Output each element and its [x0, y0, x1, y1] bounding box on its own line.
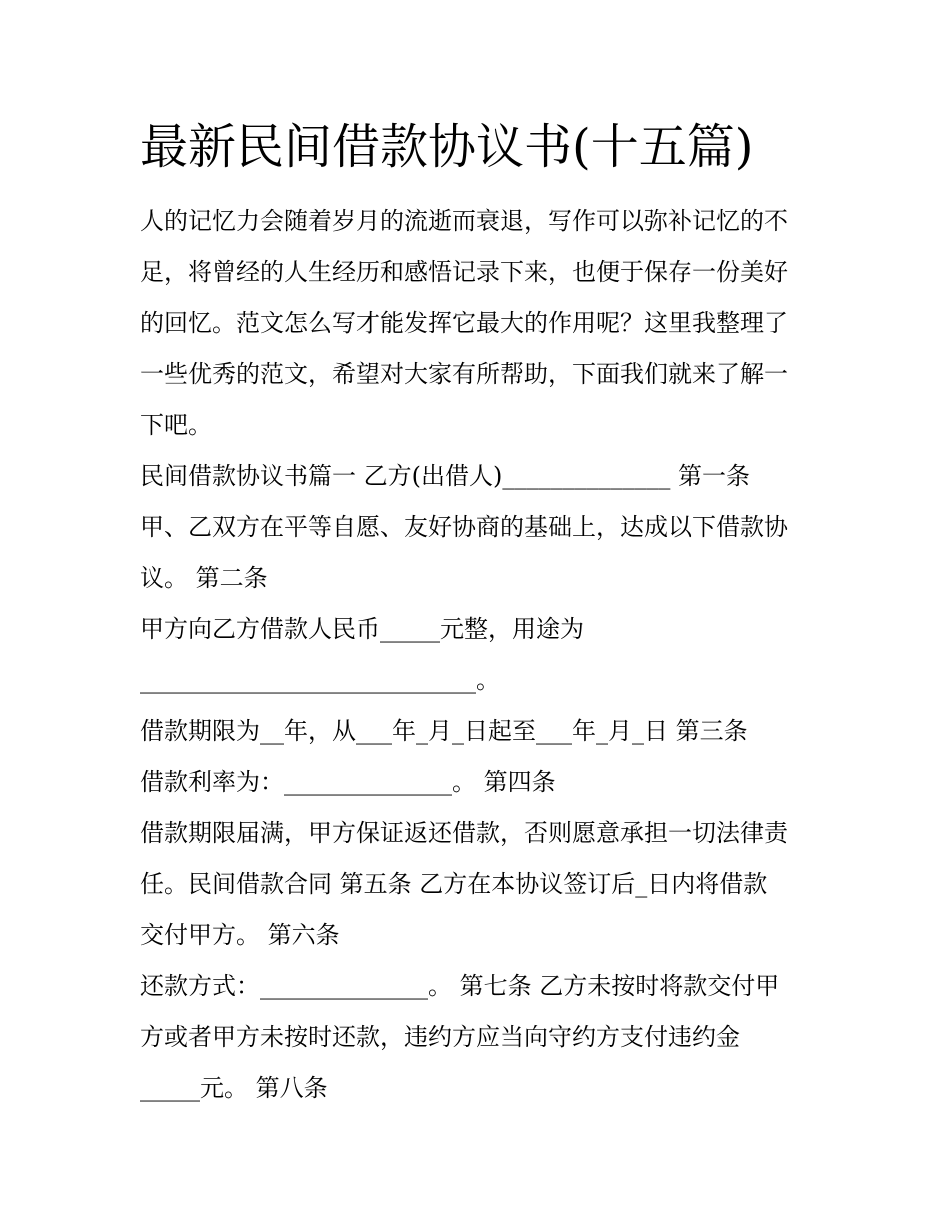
body-line: 方或者甲方未按时还款，违约方应当向守约方支付违约金	[140, 1023, 740, 1051]
document-title: 最新民间借款协议书(十五篇)	[140, 119, 754, 175]
body-line: 甲、乙双方在平等自愿、友好协商的基础上，达成以下借款协	[140, 513, 788, 541]
body-line: ____________________________。	[140, 666, 500, 694]
body-line: 足，将曾经的人生经历和感悟记录下来，也便于保存一份美好	[140, 258, 788, 286]
body-line: 人的记忆力会随着岁月的流逝而衰退，写作可以弥补记忆的不	[140, 207, 788, 235]
body-line: 借款期限为__年，从___年_月_日起至___年_月_日 第三条	[140, 717, 748, 745]
body-line: 甲方向乙方借款人民币_____元整，用途为	[140, 615, 584, 643]
body-line: 还款方式：______________。 第七条 乙方未按时将款交付甲	[140, 972, 780, 1000]
body-line: 借款利率为：______________。 第四条	[140, 768, 556, 796]
body-line: 一些优秀的范文，希望对大家有所帮助，下面我们就来了解一	[140, 360, 788, 388]
body-line: _____元。 第八条	[140, 1074, 328, 1102]
body-line: 任。民间借款合同 第五条 乙方在本协议签订后_日内将借款	[140, 870, 768, 898]
body-line: 借款期限届满，甲方保证返还借款，否则愿意承担一切法律责	[140, 819, 788, 847]
body-line: 民间借款协议书篇一 乙方(出借人)______________ 第一条	[140, 462, 750, 490]
body-line: 的回忆。范文怎么写才能发挥它最大的作用呢？这里我整理了	[140, 309, 788, 337]
body-line: 议。 第二条	[140, 564, 268, 592]
body-line: 下吧。	[140, 411, 212, 439]
body-line: 交付甲方。 第六条	[140, 921, 340, 949]
